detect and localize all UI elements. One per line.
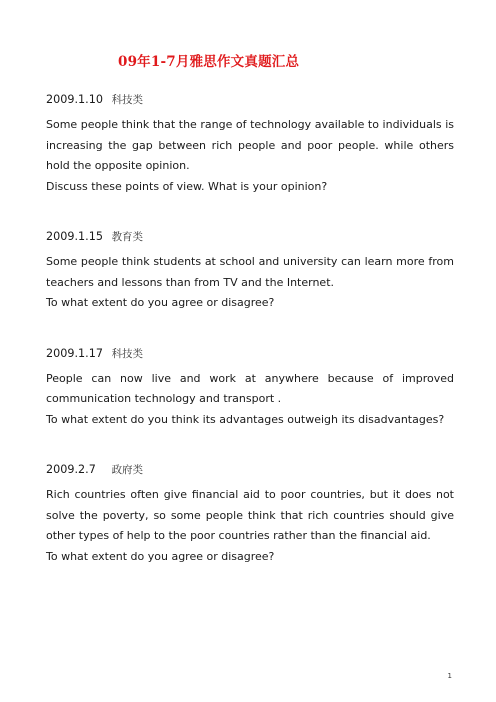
entry-category: 教育类 xyxy=(111,231,144,243)
entry-paragraph: Rich countries often give financial aid to poor countries, but it does not solve the poverty, so some people think that rich countries should give other types of help to the poor countries rather than the financial aid. xyxy=(46,488,454,542)
entry-question: To what extent do you think its advantages outweigh its disadvantages? xyxy=(46,412,445,426)
entry-paragraph: People can now live and work at anywhere because of improved communication technology and transport . xyxy=(46,371,454,405)
entry-header xyxy=(46,460,454,480)
topic-list xyxy=(46,90,454,597)
entry-question: To what extent do you agree or disagree? xyxy=(46,549,275,563)
entry-header xyxy=(46,227,454,247)
entry-date: 2009.1.15 xyxy=(46,230,103,243)
entry-category: 政府类 xyxy=(111,464,144,476)
entry-header xyxy=(46,90,454,110)
entry-header xyxy=(46,344,454,364)
topic-entry xyxy=(46,460,454,567)
topic-entry xyxy=(46,227,454,314)
entry-paragraph: Some people think students at school and university can learn more from teachers and lessons than from TV and the Internet. xyxy=(46,255,454,289)
entry-category: 科技类 xyxy=(111,94,144,106)
entry-question: To what extent do you agree or disagree? xyxy=(46,296,275,309)
entry-date: 2009.1.10 xyxy=(46,93,103,106)
entry-category: 科技类 xyxy=(111,347,144,360)
entry-paragraph: Some people think that the range of technology available to individuals is increasing the gap between rich people and poor people. while others hold the opposite opinion. xyxy=(46,118,454,172)
page-title: 09年1-7月雅思作文真题汇总 xyxy=(118,54,300,70)
page-number: 1 xyxy=(447,672,452,680)
entry-date: 2009.2.7 xyxy=(46,463,96,476)
topic-entry xyxy=(46,90,454,197)
topic-entry xyxy=(46,344,454,431)
entry-question: Discuss these points of view. What is your opinion? xyxy=(46,179,328,193)
entry-date: 2009.1.17 xyxy=(46,346,103,360)
